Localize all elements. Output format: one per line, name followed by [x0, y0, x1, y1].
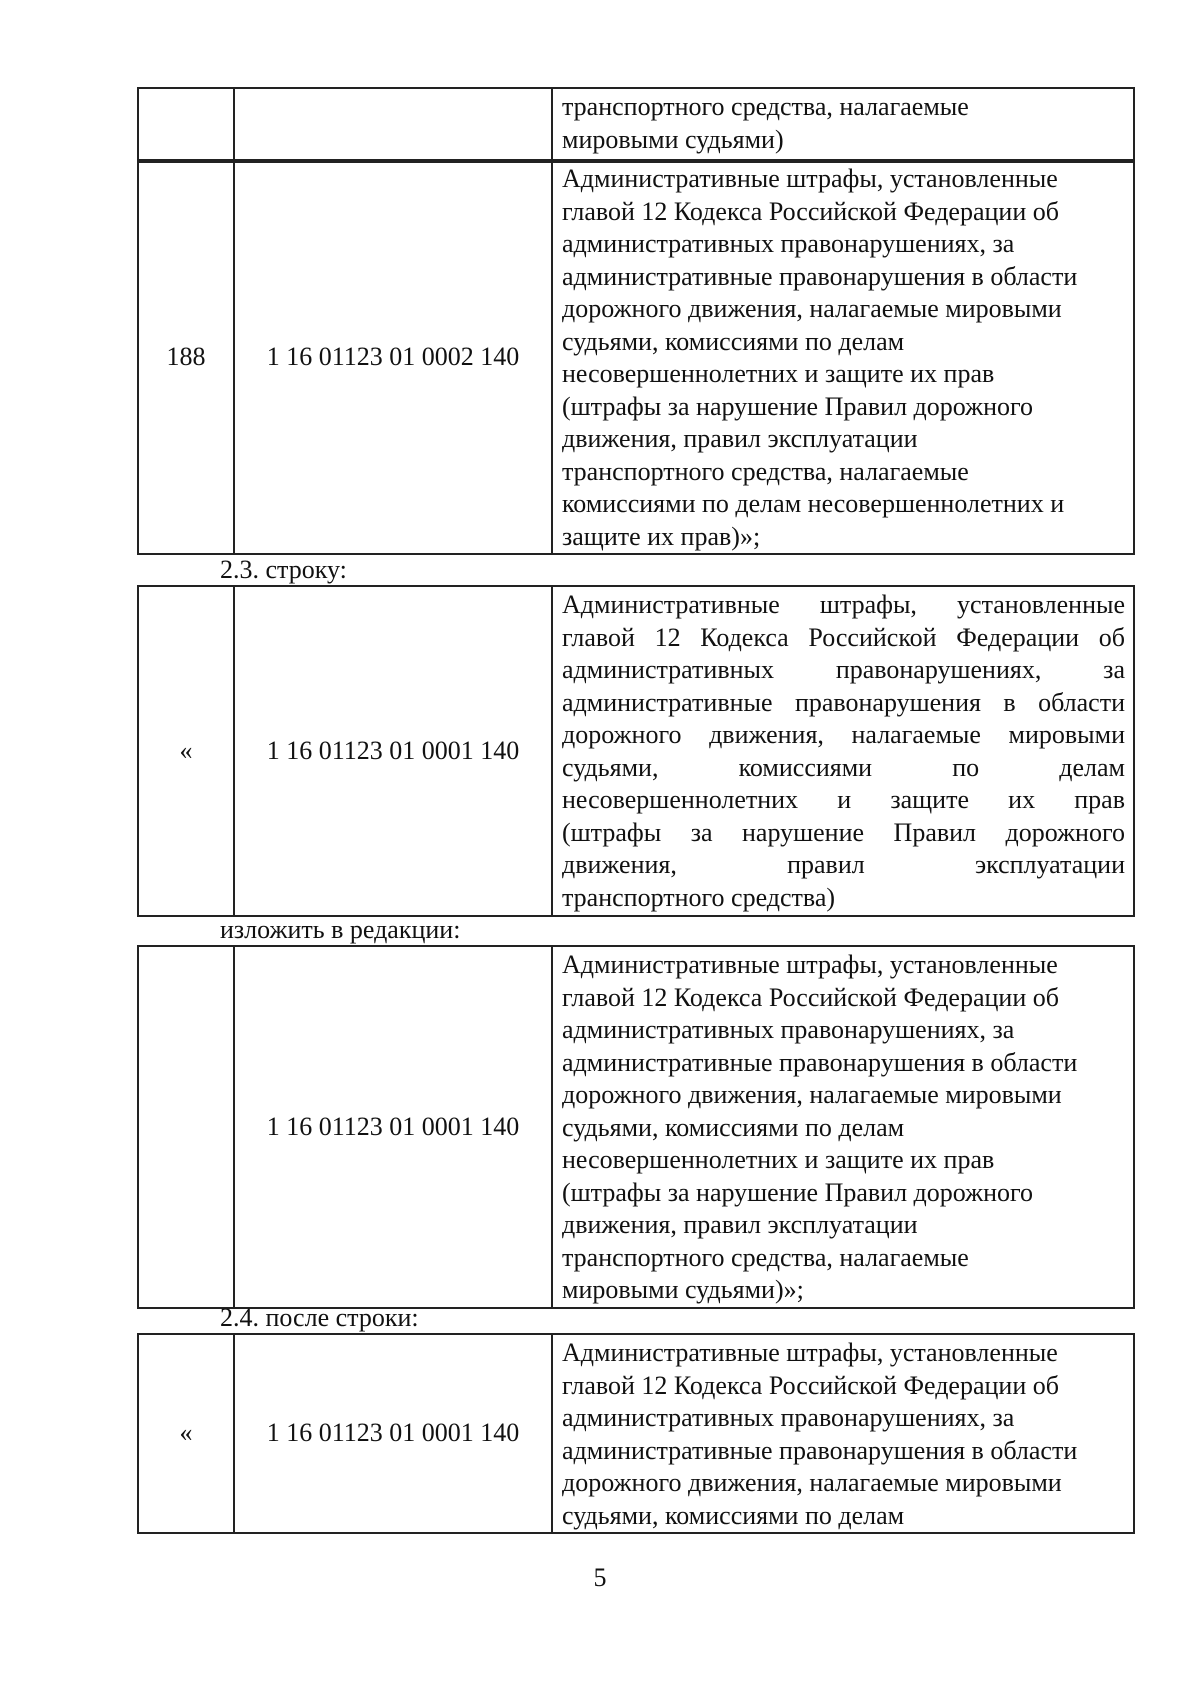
description-line: дорожного движения, налагаемые мировыми	[562, 294, 1062, 323]
description-line: (штрафы за нарушение Правил дорожного	[562, 1177, 1034, 1207]
row-number-cell: «	[138, 1334, 234, 1533]
row-number-cell: 188	[138, 160, 234, 554]
description-line: несовершеннолетних и защите их прав	[562, 785, 1125, 814]
table-row	[138, 586, 1134, 916]
description-cell	[552, 586, 1134, 916]
description-line: (штрафы за нарушение Правил дорожного	[562, 391, 1034, 421]
table-row	[138, 946, 1134, 1308]
description-cell	[552, 88, 1134, 162]
kbk-code-cell: 1 16 01123 01 0002 140	[234, 160, 552, 554]
kbk-code-cell: 1 16 01123 01 0001 140	[234, 586, 552, 916]
description-line: судьями, комиссиями по делам	[562, 752, 1125, 782]
description-line: мировыми судьями)	[562, 124, 784, 154]
paragraph-2-3: 2.3. строку:	[220, 555, 347, 584]
code-table-3	[137, 945, 1135, 1309]
description-line: главой 12 Кодекса Российской Федерации об	[562, 1370, 1059, 1400]
description-line: Административные штрафы, установленные	[562, 164, 1058, 193]
kbk-code-cell: 1 16 01123 01 0001 140	[234, 946, 552, 1308]
paragraph-2-4: 2.4. после строки:	[220, 1303, 419, 1332]
description-line: главой 12 Кодекса Российской Федерации об	[562, 622, 1125, 652]
description-line: административные правонарушения в области	[562, 261, 1078, 291]
description-line: мировыми судьями)»;	[562, 1275, 804, 1304]
table-row	[138, 160, 1134, 554]
description-line: (штрафы за нарушение Правил дорожного	[562, 817, 1125, 847]
description-line: транспортного средства, налагаемые	[562, 456, 969, 486]
description-line: комиссиями по делам несовершеннолетних и	[562, 489, 1065, 518]
description-line: движения, правил эксплуатации	[562, 850, 1125, 879]
code-table-1	[137, 87, 1135, 163]
description-line: Административные штрафы, установленные	[562, 950, 1058, 979]
description-line: транспортного средства)	[562, 882, 836, 912]
description-line: административных правонарушениях, за	[562, 1403, 1015, 1432]
description-line: транспортного средства, налагаемые	[562, 92, 969, 121]
table-row	[138, 88, 1134, 162]
page-number: 5	[593, 1563, 607, 1592]
description-line: административные правонарушения в области	[562, 1047, 1078, 1077]
description-cell	[552, 946, 1134, 1308]
code-table-2	[137, 585, 1135, 917]
kbk-code-cell: 1 16 01123 01 0001 140	[234, 1334, 552, 1533]
description-line: несовершеннолетних и защите их прав	[562, 1145, 995, 1174]
description-line: главой 12 Кодекса Российской Федерации об	[562, 982, 1059, 1012]
description-line: Административные штрафы, установленные	[562, 1338, 1058, 1367]
description-line: административных правонарушениях, за	[562, 229, 1015, 258]
description-line: административные правонарушения в области	[562, 687, 1125, 717]
description-line: судьями, комиссиями по делам	[562, 1500, 905, 1530]
description-line: транспортного средства, налагаемые	[562, 1242, 969, 1272]
code-table-1b	[137, 159, 1135, 555]
description-line: несовершеннолетних и защите их прав	[562, 359, 995, 388]
description-line: административных правонарушениях, за	[562, 1015, 1015, 1044]
description-line: дорожного движения, налагаемые мировыми	[562, 1468, 1062, 1497]
description-line: судьями, комиссиями по делам	[562, 326, 905, 356]
description-line: движения, правил эксплуатации	[562, 424, 918, 453]
description-line: движения, правил эксплуатации	[562, 1210, 918, 1239]
description-cell	[552, 1334, 1134, 1533]
description-line: дорожного движения, налагаемые мировыми	[562, 720, 1125, 749]
description-line: защите их прав)»;	[562, 521, 761, 551]
table-row	[138, 1334, 1134, 1533]
description-line: дорожного движения, налагаемые мировыми	[562, 1080, 1062, 1109]
row-number-cell	[138, 88, 234, 162]
description-line: судьями, комиссиями по делам	[562, 1112, 905, 1142]
description-line: главой 12 Кодекса Российской Федерации об	[562, 196, 1059, 226]
description-line: Административные штрафы, установленные	[562, 590, 1125, 619]
kbk-code-cell	[234, 88, 552, 162]
description-line: административных правонарушениях, за	[562, 655, 1125, 684]
code-table-4	[137, 1333, 1135, 1534]
description-line: административные правонарушения в области	[562, 1435, 1078, 1465]
paragraph-edition: изложить в редакции:	[220, 915, 461, 944]
description-cell	[552, 160, 1134, 554]
row-number-cell: «	[138, 586, 234, 916]
row-number-cell	[138, 946, 234, 1308]
